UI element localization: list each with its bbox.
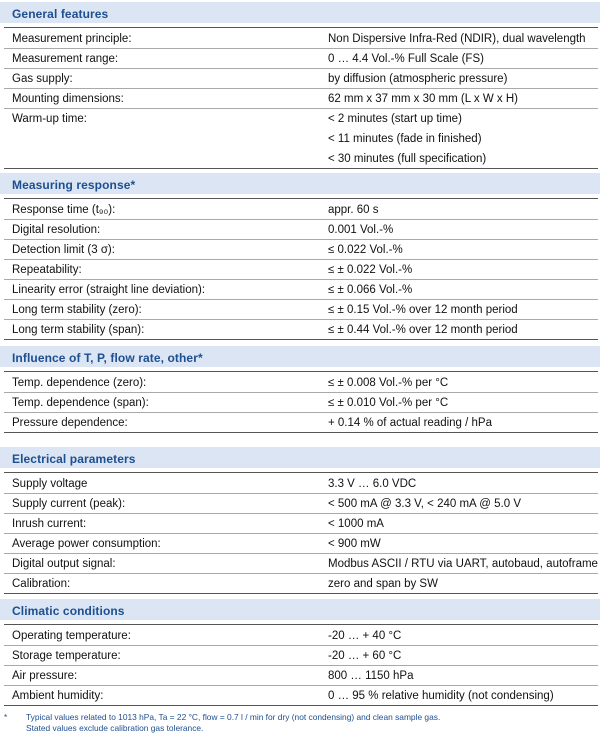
spec-label: Average power consumption: bbox=[12, 538, 161, 550]
divider bbox=[4, 705, 598, 706]
divider bbox=[4, 198, 598, 199]
spec-label: Inrush current: bbox=[12, 518, 87, 530]
spec-value: 0.001 Vol.-% bbox=[328, 224, 394, 236]
spec-value: ≤ ± 0.44 Vol.-% over 12 month period bbox=[328, 324, 518, 336]
spec-row bbox=[0, 49, 600, 69]
spec-value: -20 … + 60 °C bbox=[328, 650, 402, 662]
spec-label: Digital output signal: bbox=[12, 558, 116, 570]
section-electrical-parameters bbox=[0, 447, 600, 590]
section-header bbox=[0, 346, 600, 367]
spec-row bbox=[0, 240, 600, 260]
spec-row bbox=[0, 686, 600, 706]
spec-row bbox=[0, 666, 600, 686]
spec-label: Ambient humidity: bbox=[12, 690, 104, 702]
spec-row bbox=[0, 474, 600, 494]
spec-row bbox=[0, 494, 600, 514]
spec-value: ≤ ± 0.15 Vol.-% over 12 month period bbox=[328, 304, 518, 316]
spec-value: zero and span by SW bbox=[328, 578, 438, 590]
section-header bbox=[0, 599, 600, 620]
spec-label: Repeatability: bbox=[12, 264, 82, 276]
spec-row bbox=[0, 320, 600, 340]
spec-label: Detection limit (3 σ): bbox=[12, 244, 115, 256]
spec-row bbox=[0, 534, 600, 554]
spec-row bbox=[0, 220, 600, 240]
spec-value: < 2 minutes (start up time) bbox=[328, 113, 462, 125]
footnote-marker: * bbox=[4, 712, 8, 722]
spec-label: Pressure dependence: bbox=[12, 417, 128, 429]
spec-value: 3.3 V … 6.0 VDC bbox=[328, 478, 417, 490]
spec-label: Operating temperature: bbox=[12, 630, 131, 642]
spec-value: 0 … 4.4 Vol.-% Full Scale (FS) bbox=[328, 53, 484, 65]
spec-value: 0 … 95 % relative humidity (not condensing) bbox=[328, 690, 554, 702]
spec-label: Digital resolution: bbox=[12, 224, 101, 236]
spec-value: by diffusion (atmospheric pressure) bbox=[328, 73, 508, 85]
spec-value: < 500 mA @ 3.3 V, < 240 mA @ 5.0 V bbox=[328, 498, 521, 510]
section-influence-of-t-p-flow-rate-other bbox=[0, 346, 600, 429]
divider bbox=[4, 593, 598, 594]
section-title: Influence of T, P, flow rate, other* bbox=[12, 351, 203, 365]
spec-value: < 11 minutes (fade in finished) bbox=[328, 133, 482, 145]
spec-value: ≤ 0.022 Vol.-% bbox=[328, 244, 403, 256]
spec-label: Storage temperature: bbox=[12, 650, 121, 662]
section-climatic-conditions bbox=[0, 599, 600, 702]
spec-label: Measurement range: bbox=[12, 53, 119, 65]
spec-row bbox=[0, 393, 600, 413]
spec-value: -20 … + 40 °C bbox=[328, 630, 402, 642]
spec-value: 800 … 1150 hPa bbox=[328, 670, 414, 682]
spec-row bbox=[0, 300, 600, 320]
spec-row bbox=[0, 109, 600, 165]
spec-row bbox=[0, 69, 600, 89]
spec-value: < 1000 mA bbox=[328, 518, 384, 530]
spec-label: Mounting dimensions: bbox=[12, 93, 124, 105]
section-header bbox=[0, 173, 600, 194]
spec-value: < 30 minutes (full specification) bbox=[328, 153, 487, 165]
spec-value: ≤ ± 0.066 Vol.-% bbox=[328, 284, 413, 296]
spec-value: < 900 mW bbox=[328, 538, 381, 550]
spec-label: Warm-up time: bbox=[12, 113, 87, 125]
spec-row bbox=[0, 413, 600, 433]
spec-row bbox=[0, 626, 600, 646]
spec-label: Gas supply: bbox=[12, 73, 73, 85]
spec-row bbox=[0, 554, 600, 574]
divider bbox=[4, 371, 598, 372]
spec-row bbox=[0, 200, 600, 220]
spec-label: Temp. dependence (span): bbox=[12, 397, 149, 409]
spec-label: Linearity error (straight line deviation): bbox=[12, 284, 206, 296]
divider bbox=[4, 339, 598, 340]
spec-row bbox=[0, 373, 600, 393]
section-title: Climatic conditions bbox=[12, 604, 125, 618]
spec-value: ≤ ± 0.010 Vol.-% per °C bbox=[328, 397, 449, 409]
spec-row bbox=[0, 89, 600, 109]
spec-row bbox=[0, 280, 600, 300]
spec-value: Non Dispersive Infra-Red (NDIR), dual wavelength bbox=[328, 33, 586, 45]
spec-row bbox=[0, 574, 600, 594]
spec-value: + 0.14 % of actual reading / hPa bbox=[328, 417, 492, 429]
spec-value: appr. 60 s bbox=[328, 204, 379, 216]
spec-row bbox=[0, 646, 600, 666]
spec-label: Measurement principle: bbox=[12, 33, 132, 45]
footnote-line: Stated values exclude calibration gas tolerance. bbox=[26, 723, 204, 733]
spec-label: Response time (t₉₀): bbox=[12, 204, 116, 216]
spec-value: Modbus ASCII / RTU via UART, autobaud, autoframe bbox=[328, 558, 598, 570]
section-header bbox=[0, 447, 600, 468]
divider bbox=[4, 432, 598, 433]
divider bbox=[4, 472, 598, 473]
spec-row bbox=[0, 514, 600, 534]
spec-label: Temp. dependence (zero): bbox=[12, 377, 147, 389]
spec-label: Supply voltage bbox=[12, 478, 88, 490]
spec-row bbox=[0, 260, 600, 280]
divider bbox=[4, 624, 598, 625]
spec-value: ≤ ± 0.022 Vol.-% bbox=[328, 264, 413, 276]
spec-label: Supply current (peak): bbox=[12, 498, 126, 510]
section-general-features bbox=[0, 2, 600, 165]
spec-label: Long term stability (span): bbox=[12, 324, 145, 336]
spec-label: Calibration: bbox=[12, 578, 71, 590]
divider bbox=[4, 27, 598, 28]
divider bbox=[4, 168, 598, 169]
spec-label: Air pressure: bbox=[12, 670, 78, 682]
section-measuring-response bbox=[0, 173, 600, 336]
spec-value: ≤ ± 0.008 Vol.-% per °C bbox=[328, 377, 449, 389]
spec-value: 62 mm x 37 mm x 30 mm (L x W x H) bbox=[328, 93, 518, 105]
section-title: Electrical parameters bbox=[12, 452, 136, 466]
spec-label: Long term stability (zero): bbox=[12, 304, 142, 316]
section-header bbox=[0, 2, 600, 23]
section-title: General features bbox=[12, 7, 109, 21]
spec-row bbox=[0, 29, 600, 49]
section-title: Measuring response* bbox=[12, 178, 136, 192]
footnote-line: Typical values related to 1013 hPa, Ta = 22 °C, flow = 0.7 l / min for dry (not condensing) and clean sample gas. bbox=[26, 712, 441, 722]
